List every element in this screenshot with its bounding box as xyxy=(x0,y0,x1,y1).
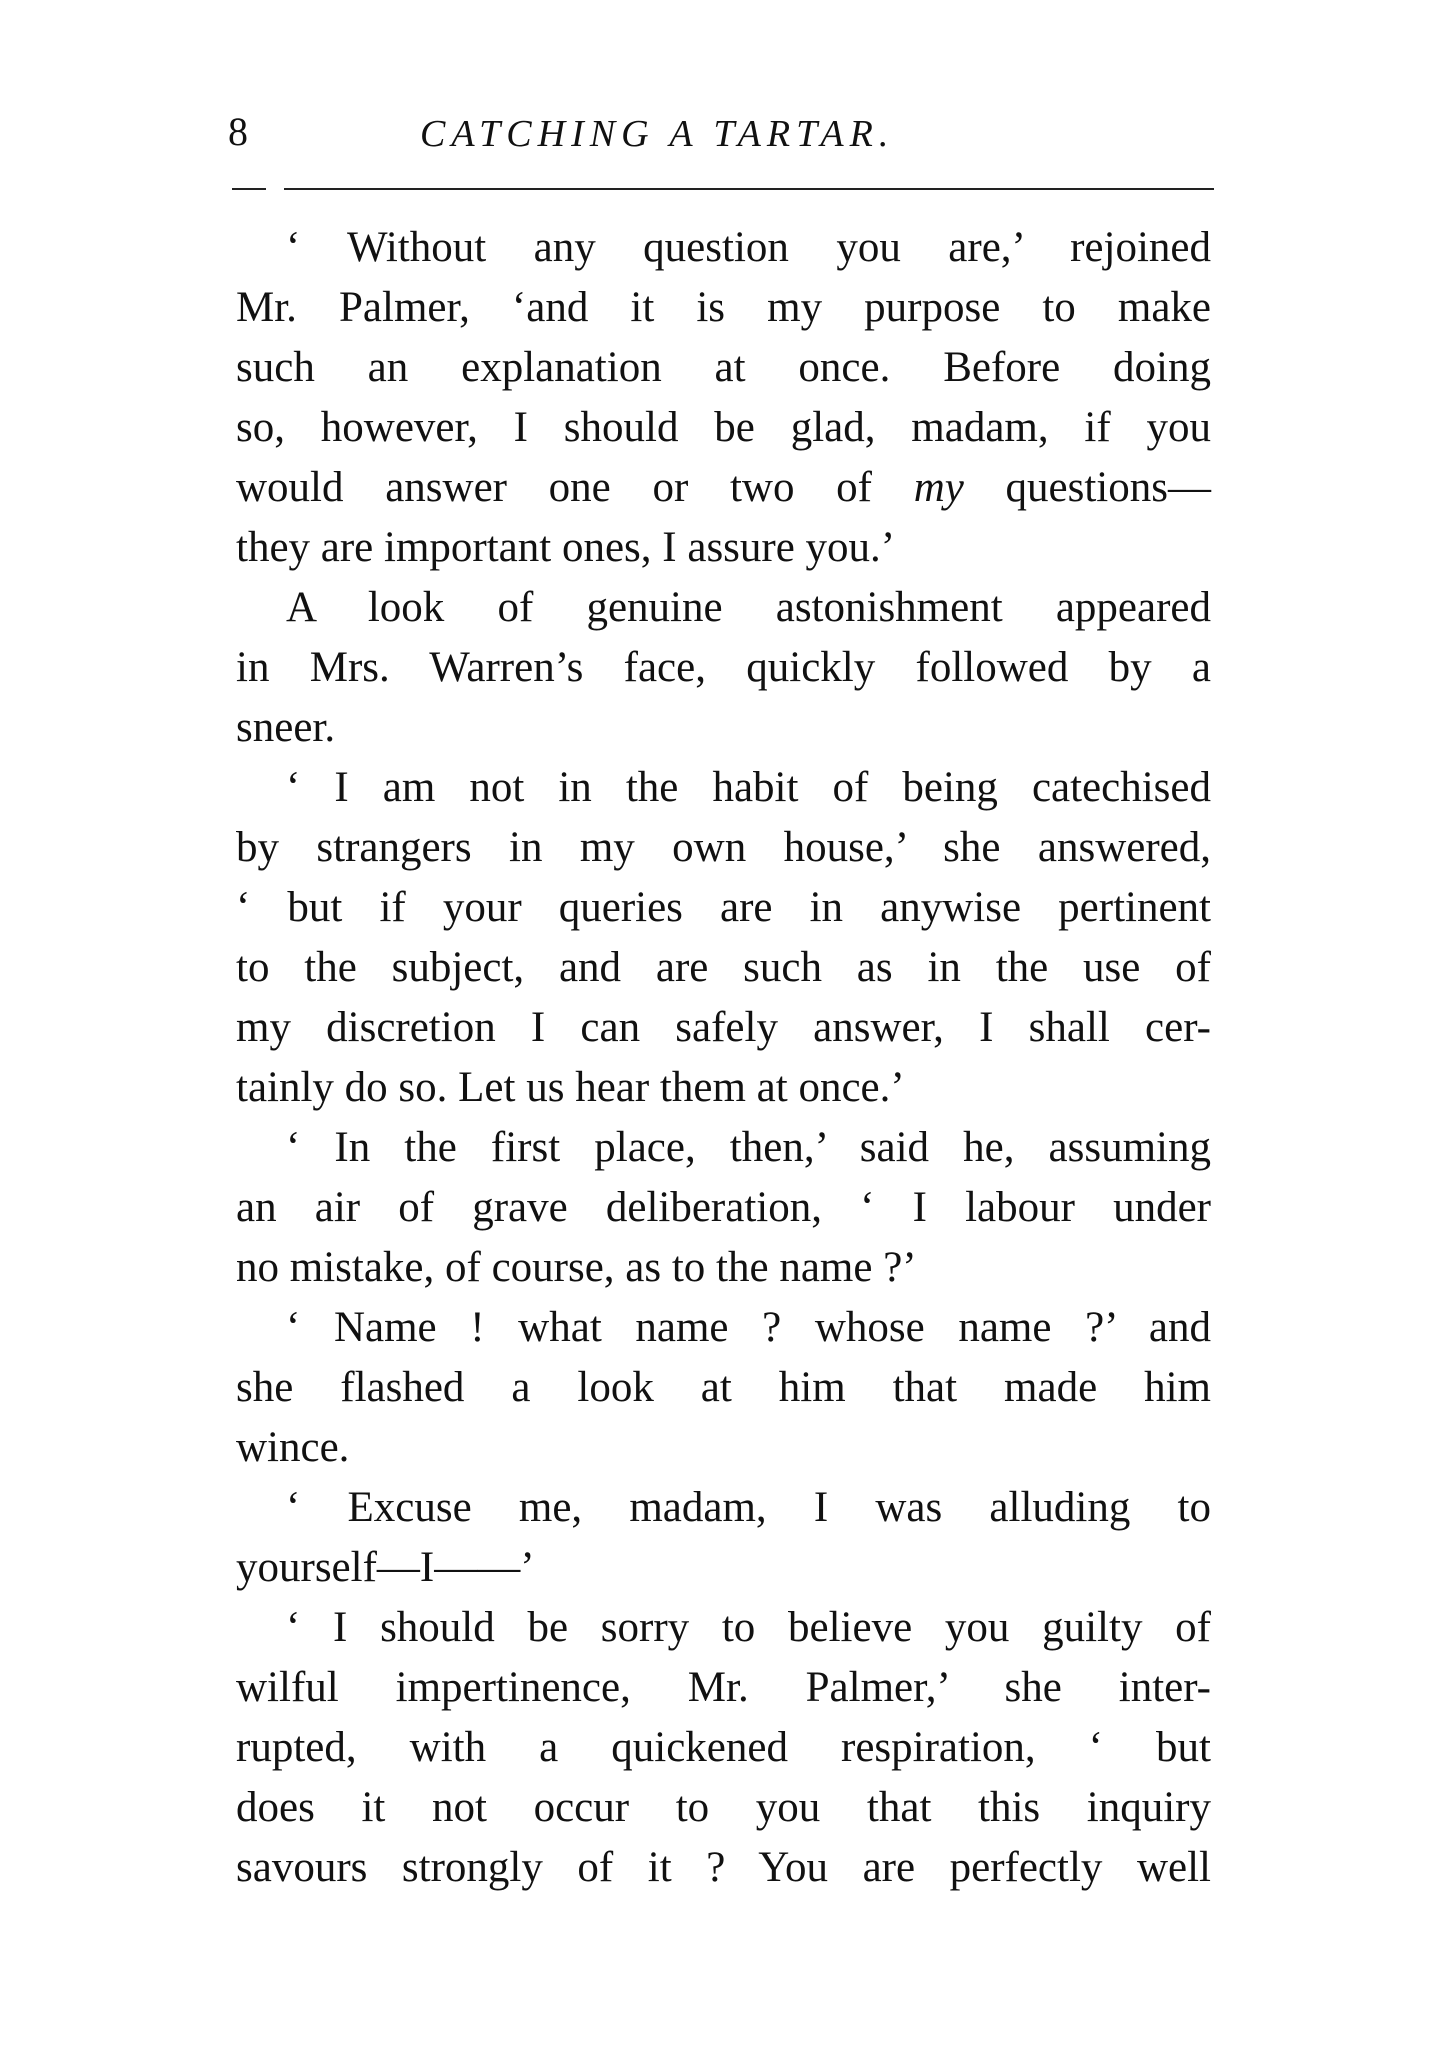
text-line: ‘ but if your queries are in anywise pertinent xyxy=(236,884,1211,931)
text-line: no mistake, of course, as to the name ?’ xyxy=(236,1244,917,1291)
text-line: my discretion I can safely answer, I shall cer- xyxy=(236,1004,1211,1051)
text-line: rupted, with a quickened respiration, ‘ but xyxy=(236,1724,1211,1771)
text-run: questions— xyxy=(963,464,1211,511)
text-line: she flashed a look at him that made him xyxy=(236,1364,1211,1411)
text-line: by strangers in my own house,’ she answered, xyxy=(236,824,1211,871)
text-line: to the subject, and are such as in the use of xyxy=(236,944,1211,991)
text-line: wilful impertinence, Mr. Palmer,’ she inter- xyxy=(236,1664,1211,1711)
text-line: yourself—I——’ xyxy=(236,1544,535,1591)
text-line: sneer. xyxy=(236,704,336,751)
text-line: savours strongly of it ? You are perfectly well xyxy=(236,1844,1211,1891)
header-rule-dash xyxy=(232,188,266,190)
text-line: such an explanation at once. Before doing xyxy=(236,344,1211,391)
text-line: ‘ Without any question you are,’ rejoined xyxy=(286,224,1211,271)
text-line: ‘ Name ! what name ? whose name ?’ and xyxy=(286,1304,1211,1351)
text-line: ‘ In the first place, then,’ said he, assuming xyxy=(286,1124,1211,1171)
page-number: 8 xyxy=(228,109,248,154)
text-line: an air of grave deliberation, ‘ I labour under xyxy=(236,1184,1211,1231)
text-line: ‘ I am not in the habit of being catechised xyxy=(286,764,1211,811)
body-text xyxy=(236,218,1211,1898)
emphasized-word: my xyxy=(913,464,964,511)
text-line: so, however, I should be glad, madam, if you xyxy=(236,404,1211,451)
text-line: in Mrs. Warren’s face, quickly followed by a xyxy=(236,644,1211,691)
text-line: tainly do so. Let us hear them at once.’ xyxy=(236,1064,905,1111)
header-rule xyxy=(284,188,1214,190)
text-line: they are important ones, I assure you.’ xyxy=(236,524,896,571)
text-run: would answer one or two of xyxy=(236,464,914,511)
text-line: does it not occur to you that this inquiry xyxy=(236,1784,1211,1831)
text-line: ‘ I should be sorry to believe you guilty of xyxy=(286,1604,1211,1651)
text-line: Mr. Palmer, ‘and it is my purpose to make xyxy=(236,284,1211,331)
running-title: CATCHING A TARTAR. xyxy=(420,113,895,155)
text-line: wince. xyxy=(236,1424,350,1471)
text-line: A look of genuine astonishment appeared xyxy=(286,584,1211,631)
text-line: ‘ Excuse me, madam, I was alluding to xyxy=(286,1484,1211,1531)
text-line xyxy=(236,458,1211,518)
